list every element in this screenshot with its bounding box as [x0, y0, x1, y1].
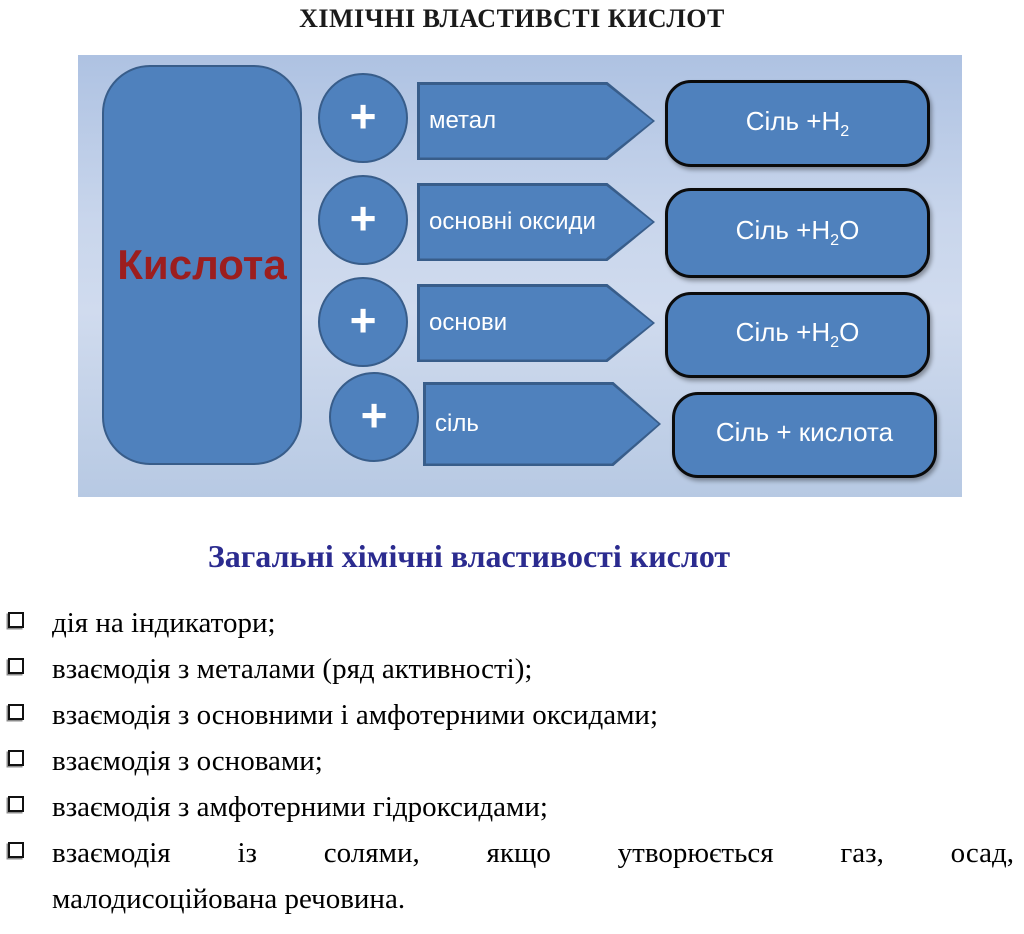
checkbox-bullet-icon	[8, 704, 24, 720]
result-box	[665, 80, 930, 167]
plus-icon: +	[349, 294, 377, 346]
list-item-text	[52, 830, 1014, 922]
plus-circle	[318, 277, 408, 367]
result-label	[716, 417, 893, 452]
list-item	[8, 692, 1014, 738]
result-text: Сіль +H	[735, 317, 831, 348]
reagent-arrow	[423, 382, 661, 466]
result-text: Сіль + кислота	[715, 417, 894, 448]
plus-circle	[318, 73, 408, 163]
list-item	[8, 784, 1014, 830]
result-text: Сіль +H	[735, 215, 831, 246]
reagent-label: сіль	[435, 410, 479, 437]
plus-icon: +	[349, 90, 377, 142]
result-text: Сіль +H	[745, 105, 841, 136]
list-item	[8, 830, 1014, 922]
plus-icon: +	[349, 192, 377, 244]
acid-label: Кислота	[117, 241, 287, 288]
result-label	[746, 106, 849, 141]
acid-node	[102, 65, 302, 465]
checkbox-bullet-icon	[8, 612, 24, 628]
list-item-text: взаємодія з основними і амфотерними оксидами;	[52, 699, 659, 731]
list-item-text: взаємодія з амфотерними гідроксидами;	[52, 791, 548, 823]
reagent-label: метал	[429, 107, 497, 134]
checkbox-bullet-icon	[8, 842, 24, 858]
list-item-text: взаємодія з основами;	[52, 745, 323, 777]
reagent-arrow	[417, 82, 655, 160]
result-subscript: 2	[830, 333, 840, 352]
list-item-text: дія на індикатори;	[52, 607, 276, 639]
result-box	[665, 188, 930, 278]
list-item	[8, 646, 1014, 692]
list-item-line2: малодисоційована речовина.	[52, 883, 406, 915]
checkbox-bullet-icon	[8, 796, 24, 812]
result-subscript: 2	[840, 122, 850, 141]
result-text-post: O	[839, 317, 860, 348]
page-title: ХІМІЧНІ ВЛАСТИВСТІ КИСЛОТ	[299, 4, 725, 33]
plus-icon: +	[360, 389, 388, 441]
list-item-line1: взаємодія із солями, якщо утворюється газ, осад,	[52, 837, 1014, 869]
reagent-label: основи	[429, 309, 508, 336]
result-label	[736, 317, 860, 352]
checkbox-bullet-icon	[8, 750, 24, 766]
list-item	[8, 600, 1014, 646]
reagent-arrow	[417, 183, 655, 261]
section-heading: Загальні хімічні властивості кислот	[207, 538, 731, 574]
checkbox-bullet-icon	[8, 658, 24, 674]
result-box	[672, 392, 937, 478]
properties-list	[8, 600, 1014, 922]
list-item	[8, 738, 1014, 784]
plus-circle	[329, 372, 419, 462]
result-box	[665, 292, 930, 378]
reagent-label: основні оксиди	[429, 208, 596, 235]
acid-properties-diagram	[78, 55, 962, 497]
result-text-post: O	[839, 215, 860, 246]
result-subscript: 2	[830, 231, 840, 250]
result-label	[736, 215, 860, 250]
plus-circle	[318, 175, 408, 265]
list-item-text: взаємодія з металами (ряд активності);	[52, 653, 533, 685]
reagent-arrow	[417, 284, 655, 362]
